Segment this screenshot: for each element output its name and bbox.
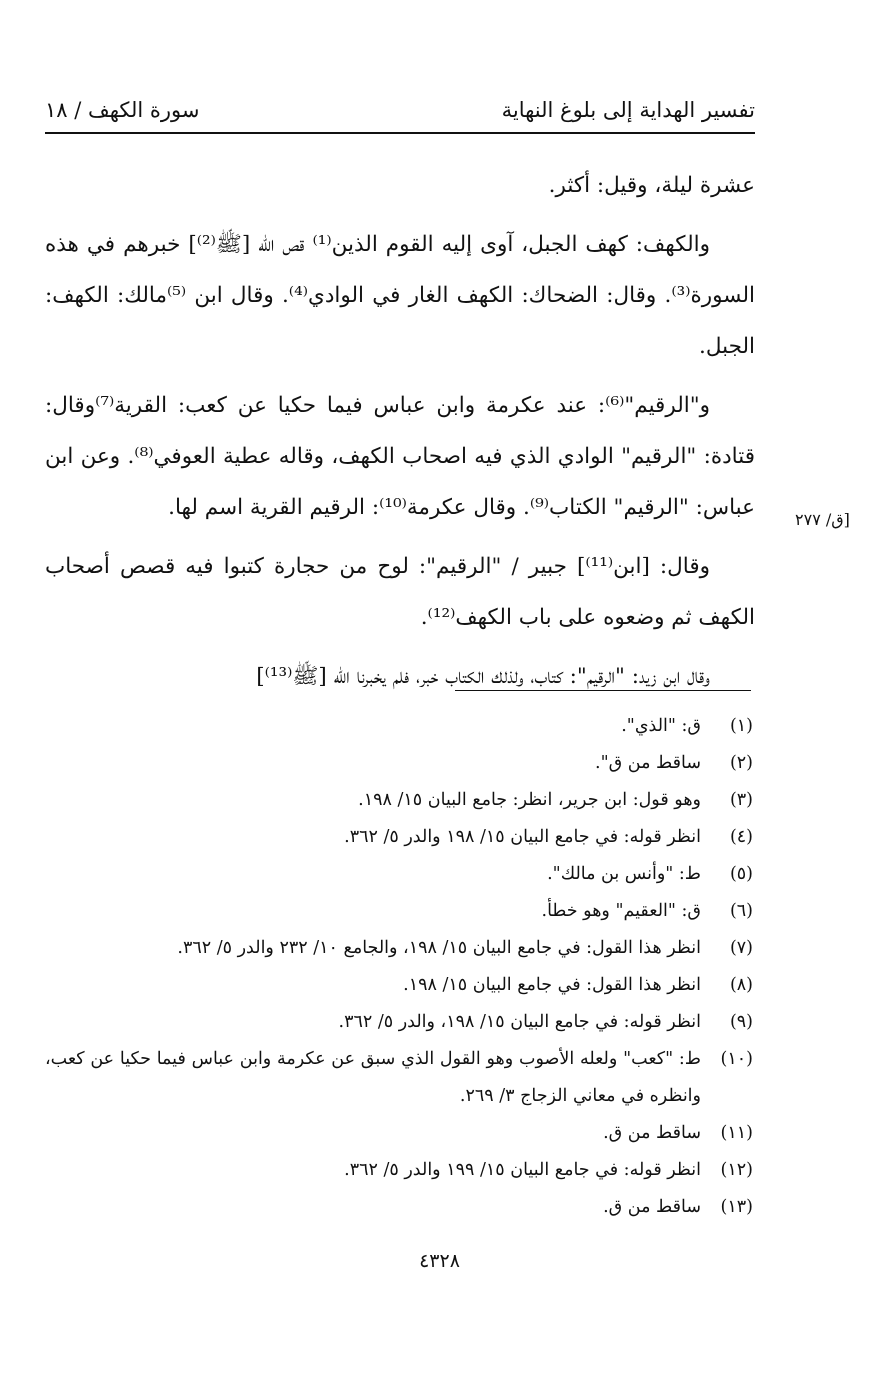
footnote-text: انظر قوله: في جامع البيان ١٥/ ١٩٩ والدر ٥/ ٣٦٢. bbox=[344, 1160, 701, 1180]
manuscript-folio-note: [ق/ ٢٧٧ bbox=[795, 510, 850, 529]
footnote-number: (١٠) bbox=[720, 1049, 753, 1069]
footnote bbox=[45, 967, 755, 1004]
footnote-text: انظر قوله: في جامع البيان ١٥/ ١٩٨ والدر ٥/ ٣٦٢. bbox=[344, 827, 701, 847]
footnote bbox=[45, 745, 755, 782]
footnote-text: ساقط من ق". bbox=[595, 753, 701, 773]
footnote-text: وهو قول: ابن جرير، انظر: جامع البيان ١٥/ ١٩٨. bbox=[358, 790, 701, 810]
page-number: ٤٣٢٨ bbox=[419, 1250, 460, 1272]
footnote-text: ط: "كعب" ولعله الأصوب وهو القول الذي سبق عن عكرمة وابن عباس فيما حكيا عن كعب، وانظره في معاني الزجاج ٣/ ٢٦٩. bbox=[45, 1049, 701, 1106]
footnote-number: (٧) bbox=[729, 938, 753, 958]
footnote-number: (١٣) bbox=[720, 1197, 753, 1217]
footnote-text: ساقط من ق. bbox=[603, 1123, 701, 1143]
footnote-divider bbox=[455, 690, 751, 691]
footnote-number: (١١) bbox=[720, 1123, 753, 1143]
footnote-number: (٣) bbox=[729, 790, 753, 810]
footnote-number: (٥) bbox=[729, 864, 753, 884]
book-title: تفسير الهداية إلى بلوغ النهاية bbox=[501, 98, 755, 122]
paragraph: و"الرقيم"⁽⁶⁾: عند عكرمة وابن عباس فيما حكيا عن كعب: القرية⁽⁷⁾وقال: قتادة: "الرقيم" الوادي الذي فيه اصحاب الكهف، وقاله عطية العوفي⁽⁸⁾. وعن ابن عباس: "الرقيم" الكتاب⁽⁹⁾. وقال عكرمة⁽¹⁰⁾: الرقيم القرية اسم لها. bbox=[45, 393, 755, 520]
footnote bbox=[45, 1115, 755, 1152]
main-text bbox=[45, 160, 755, 710]
footnote bbox=[45, 819, 755, 856]
footnote bbox=[45, 1152, 755, 1189]
footnote-number: (٢) bbox=[729, 753, 753, 773]
footnote bbox=[45, 708, 755, 745]
surah-label: سورة الكهف / ١٨ bbox=[45, 98, 200, 122]
footnote-number: (٩) bbox=[729, 1012, 753, 1032]
footnote-text: ق: "الذي". bbox=[621, 716, 701, 736]
paragraph: وقال: [ابن⁽¹¹⁾] جبير / "الرقيم": لوح من حجارة كتبوا فيه قصص أصحاب الكهف ثم وضعوه على باب الكهف⁽¹²⁾. bbox=[45, 554, 755, 630]
footnote-text: ق: "العقيم" وهو خطأ. bbox=[541, 901, 701, 921]
paragraph: والكهف: كهف الجبل، آوى إليه القوم الذين⁽¹⁾ قص الله [ﷺ⁽²⁾] خبرهم في هذه السورة⁽³⁾. وقال: الضحاك: الكهف الغار في الوادي⁽⁴⁾. وقال ابن ⁽⁵⁾مالك: الكهف: الجبل. bbox=[45, 232, 755, 359]
footnote-text: انظر هذا القول: في جامع البيان ١٥/ ١٩٨. bbox=[403, 975, 701, 995]
footnote-text: انظر هذا القول: في جامع البيان ١٥/ ١٩٨، والجامع ١٠/ ٢٣٢ والدر ٥/ ٣٦٢. bbox=[177, 938, 701, 958]
footnote-number: (٦) bbox=[729, 901, 753, 921]
footnote bbox=[45, 893, 755, 930]
footnote bbox=[45, 930, 755, 967]
footnote-number: (١٢) bbox=[720, 1160, 753, 1180]
footnotes bbox=[45, 708, 755, 1226]
paragraph: وقال ابن زيد: "الرقيم": كتاب، ولذلك الكتاب خبر، فلم يخبرنا الله [ﷺ⁽¹³⁾] bbox=[256, 664, 710, 689]
footnote-number: (٤) bbox=[729, 827, 753, 847]
footnote bbox=[45, 1004, 755, 1041]
footnote-text: ساقط من ق. bbox=[603, 1197, 701, 1217]
footnote-text: ط: "وأنس بن مالك". bbox=[547, 864, 701, 884]
page-header bbox=[45, 92, 755, 134]
footnote-number: (٨) bbox=[729, 975, 753, 995]
paragraph: عشرة ليلة، وقيل: أكثر. bbox=[548, 173, 755, 198]
footnote bbox=[45, 1041, 755, 1115]
footnote bbox=[45, 856, 755, 893]
footnote bbox=[45, 1189, 755, 1226]
footnote-number: (١) bbox=[729, 716, 753, 736]
footnote bbox=[45, 782, 755, 819]
footnote-text: انظر قوله: في جامع البيان ١٥/ ١٩٨، والدر ٥/ ٣٦٢. bbox=[338, 1012, 701, 1032]
